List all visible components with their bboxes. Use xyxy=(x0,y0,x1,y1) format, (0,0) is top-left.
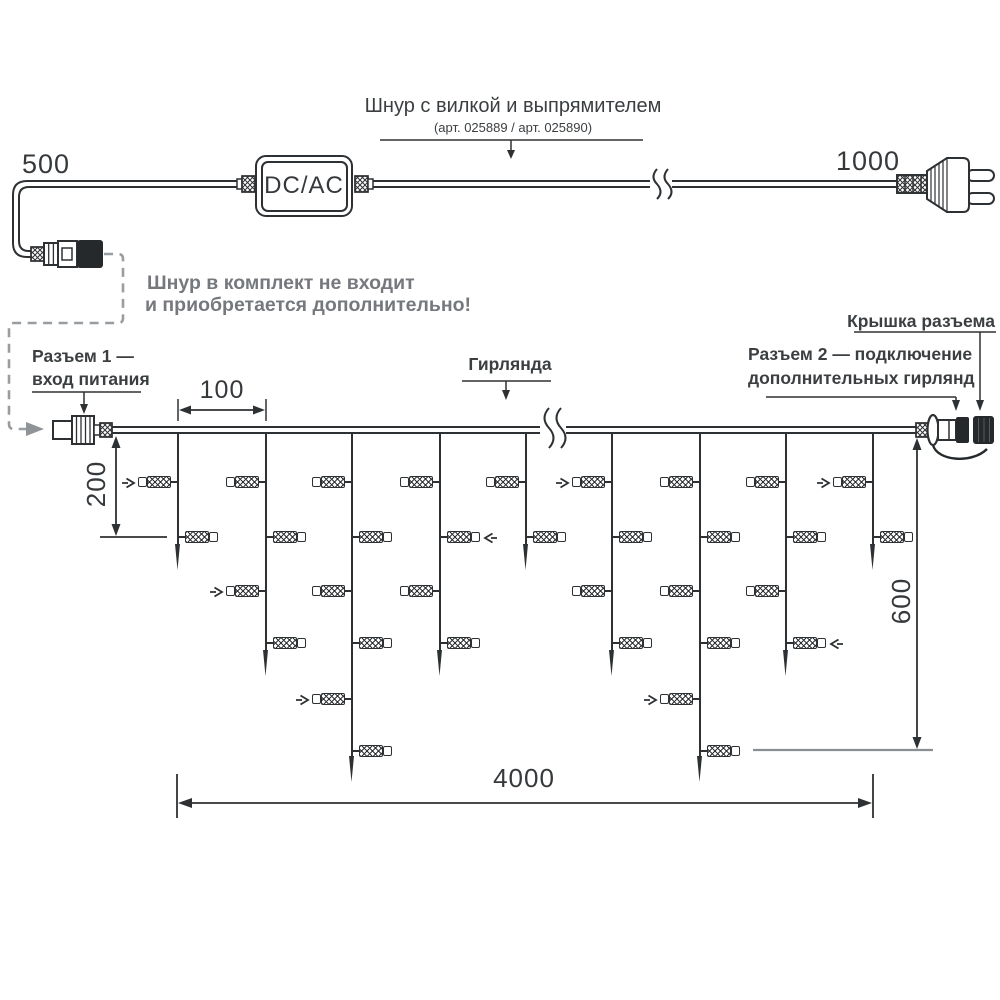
cap-label: Крышка разъема xyxy=(847,311,995,331)
connector2-leader xyxy=(766,397,960,411)
garland-break-icon xyxy=(540,408,566,450)
connector1-label-line2: вход питания xyxy=(32,369,150,389)
garland-leader xyxy=(462,381,551,400)
cord-break-icon xyxy=(650,169,672,199)
connector1-label-line1: Разъем 1 — xyxy=(32,346,134,366)
connector2-label-line2: дополнительных гирлянд xyxy=(748,368,975,388)
cord-title-leader xyxy=(380,140,643,159)
cord-title: Шнур с вилкой и выпрямителем xyxy=(364,95,662,117)
dim-100-label: 100 xyxy=(199,376,245,404)
dim-4000-label: 4000 xyxy=(493,763,555,793)
cord-note-line2: и приобретается дополнительно! xyxy=(145,294,472,316)
dim-600-label: 600 xyxy=(886,577,916,625)
connector-cap-icon xyxy=(973,416,994,444)
cord-note-line1: Шнур в комплект не входит xyxy=(147,272,415,294)
cord-subtitle: (арт. 025889 / арт. 025890) xyxy=(433,120,593,135)
mains-plug-icon xyxy=(897,156,994,214)
connector2-icon xyxy=(916,415,994,459)
dim-200-label: 200 xyxy=(81,460,111,508)
dashed-connection-path xyxy=(9,254,123,436)
connector1-leader xyxy=(32,392,141,414)
dc-ac-label: DC/AC xyxy=(261,161,348,212)
dc-ac-converter xyxy=(255,155,353,217)
dashed-path-arrowhead xyxy=(26,422,44,436)
connector2-label-line1: Разъем 2 — подключение xyxy=(748,344,973,364)
garland-label: Гирлянда xyxy=(468,354,552,374)
cord-end-connector-icon xyxy=(31,240,103,268)
cord-right-length: 1000 xyxy=(835,146,901,176)
connector1-icon xyxy=(53,416,112,444)
cord-left-length: 500 xyxy=(21,149,71,179)
